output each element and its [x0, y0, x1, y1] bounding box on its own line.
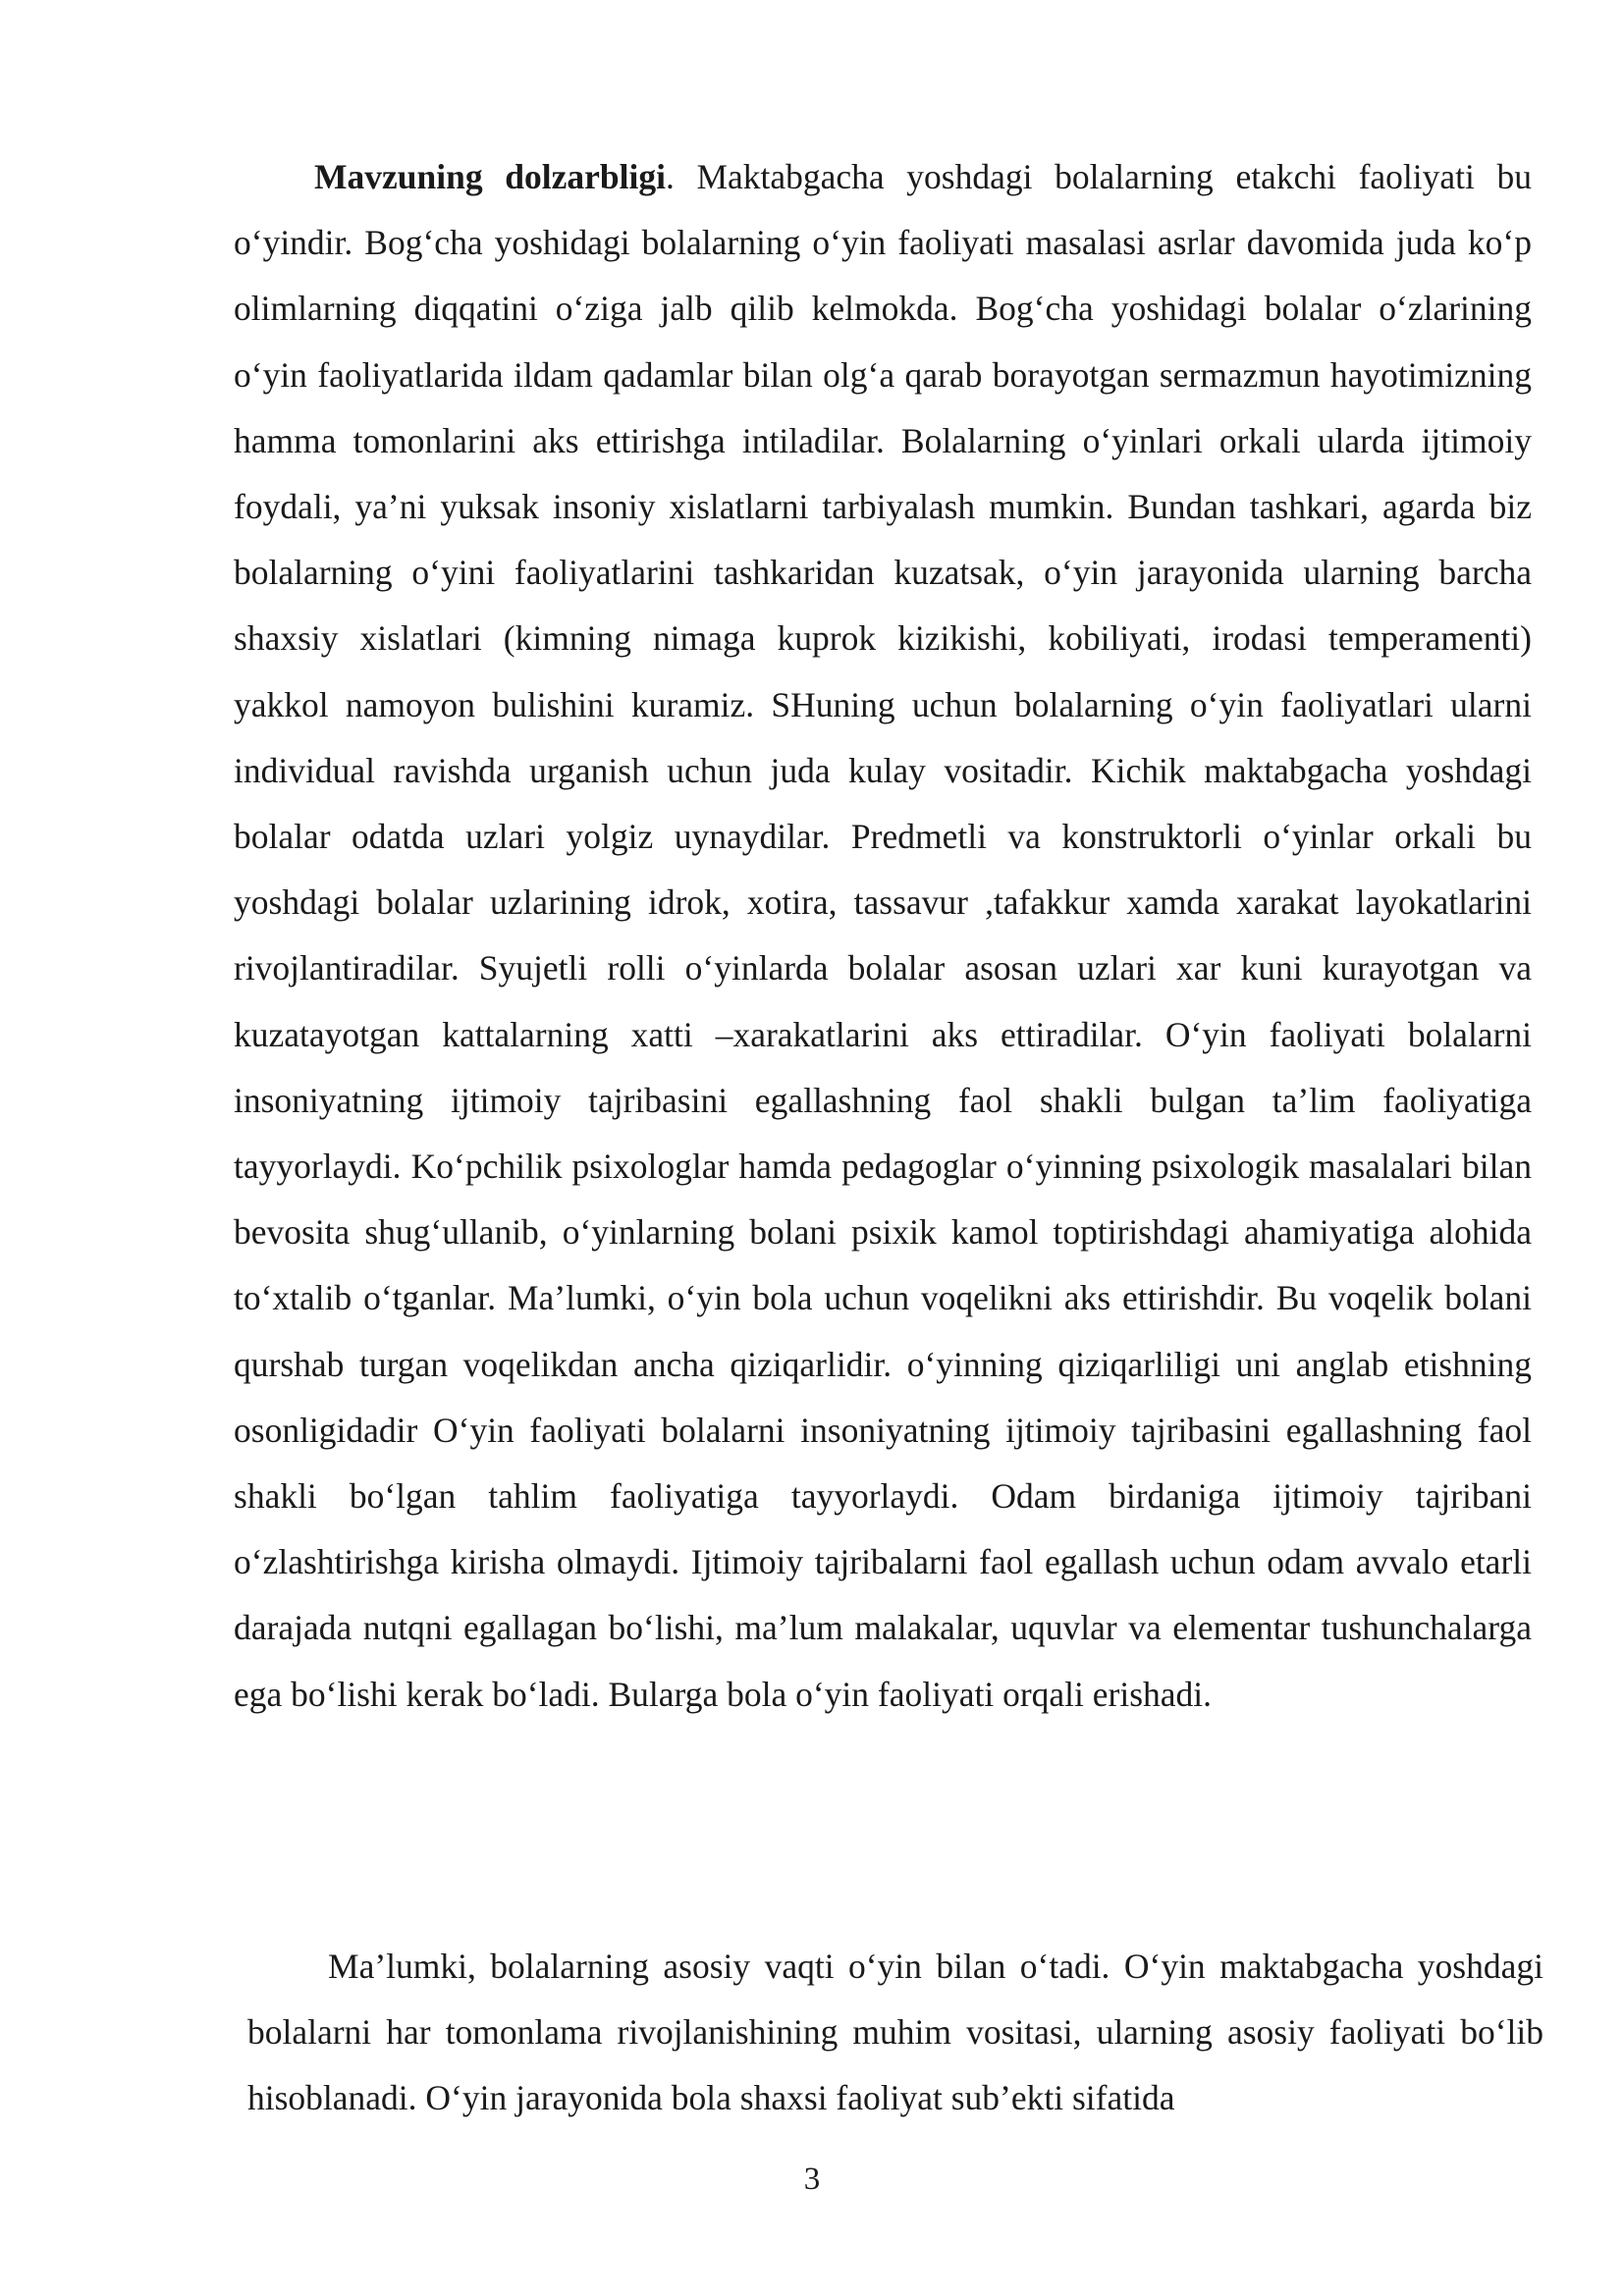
section-lead-heading: Mavzuning dolzarbligi — [314, 157, 666, 196]
paragraph-body: Ma’lumki, bolalarning asosiy vaqti o‘yin bilan o‘tadi. O‘yin maktabgacha yoshdagi bolalarni har tomonlama rivojlanishining muhim vositasi, ularning asosiy faoliyati bo‘lib hisoblanadi. O‘yin jarayonida bola shaxsi faoliyat sub’ekti sifatida — [247, 1947, 1543, 2118]
paragraph-relevance — [234, 144, 1532, 1728]
page-number: 3 — [803, 2162, 821, 2197]
paragraph-second — [247, 1934, 1543, 2132]
paragraph-body: . Maktabgacha yoshdagi bolalarning etakchi faoliyati bu o‘yindir. Bog‘cha yoshidagi bolalarning o‘yin faoliyati masalasi asrlar davomida juda ko‘p olimlarning diqqatini o‘ziga jalb qilib kelmokda. Bog‘cha yoshidagi bolalar o‘zlarining o‘yin faoliyatlarida ildam qadamlar bilan olg‘a qarab borayotgan sermazmun hayotimizning hamma tomonlarini aks ettirishga intiladilar. Bolalarning o‘yinlari orkali ularda ijtimoiy foydali, ya’ni yuksak insoniy xislatlarni tarbiyalash mumkin. Bundan tashkari, agarda biz bolalarning o‘yini faoliyatlarini tashkaridan kuzatsak, o‘yin jarayonida ularning barcha shaxsiy xislatlari (kimning nimaga kuprok kizikishi, kobiliyati, irodasi temperamenti) yakkol namoyon bulishini kuramiz. SHuning uchun bolalarning o‘yin faoliyatlari ularni individual ravishda urganish uchun juda kulay vositadir. Kichik maktabgacha yoshdagi bolalar odatda uzlari yolgiz uynaydilar. Predmetli va konstruktorli o‘yinlar orkali bu yoshdagi bolalar uzlarining idrok, xotira, tassavur ,tafakkur xamda xarakat layokatlarini rivojlantiradilar. Syujetli rolli o‘yinlarda bolalar asosan uzlari xar kuni kurayotgan va kuzatayotgan kattalarning xatti –xarakatlarini aks ettiradilar. O‘yin faoliyati bolalarni insoniyatning ijtimoiy tajribasini egallashning faol shakli bulgan ta’lim faoliyatiga tayyorlaydi. Ko‘pchilik psixologlar hamda pedagoglar o‘yinning psixologik masalalari bilan bevosita shug‘ullanib, o‘yinlarning bolani psixik kamol toptirishdagi ahamiyatiga alohida to‘xtalib o‘tganlar. Ma’lumki, o‘yin bola uchun voqelikni aks ettirishdir. Bu voqelik bolani qurshab turgan voqelikdan ancha qiziqarlidir. o‘yinning qiziqarliligi uni anglab etishning osonligidadir O‘yin faoliyati bolalarni insoniyatning ijtimoiy tajribasini egallashning faol shakli bo‘lgan tahlim faoliyatiga tayyorlaydi. Odam birdaniga ijtimoiy tajribani o‘zlashtirishga kirisha olmaydi. Ijtimoiy tajribalarni faol egallash uchun odam avvalo etarli darajada nutqni egallagan bo‘lishi, ma’lum malakalar, uquvlar va elementar tushunchalarga ega bo‘lishi kerak bo‘ladi. Bularga bola o‘yin faoliyati orqali erishadi. — [234, 157, 1532, 1714]
